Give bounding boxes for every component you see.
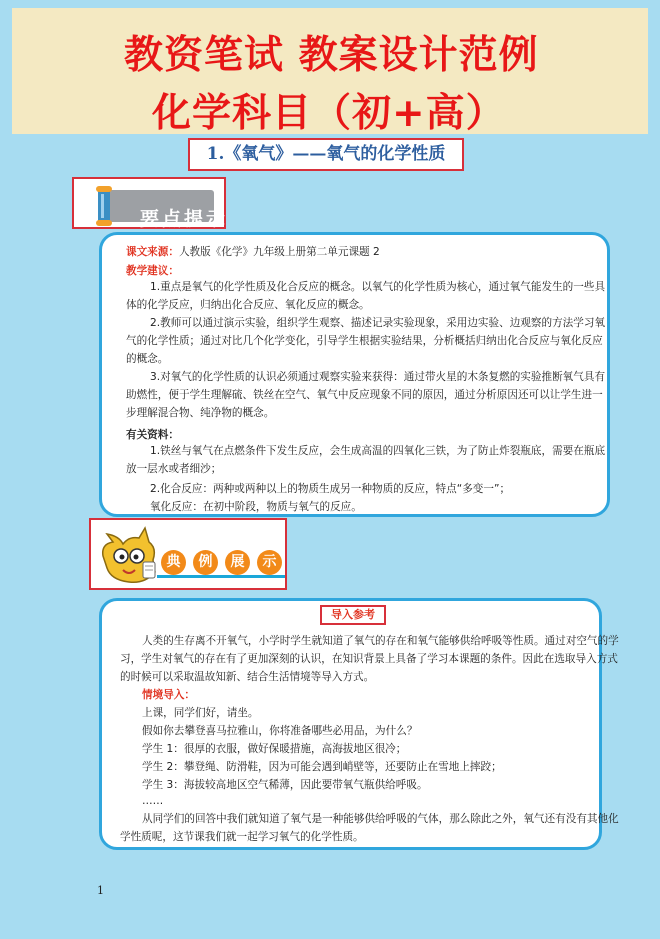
intro-heading: 导入参考 bbox=[320, 605, 386, 625]
examples-char: 展 bbox=[225, 550, 250, 575]
source-line bbox=[126, 244, 380, 259]
intro-paragraph-line: 人类的生存离不开氧气，小学时学生就知道了氧气的存在和氧气能够供给呼吸等性质。通过对空气的学 bbox=[142, 635, 619, 647]
reference-line: 2.化合反应：两种或两种以上的物质生成另一种物质的反应，特点“多变一”； bbox=[150, 483, 511, 495]
reference-label: 有关资料： bbox=[126, 429, 179, 441]
examples-char: 典 bbox=[161, 550, 186, 575]
reference-line: 放一层水或者细沙； bbox=[126, 463, 222, 475]
examples-char: 例 bbox=[193, 550, 218, 575]
intro-card bbox=[99, 598, 619, 850]
advice-line: 体的化学反应，归纳出化合反应、氧化反应的概念。 bbox=[126, 299, 370, 311]
banner-title-line1: 教资笔试 教案设计范例 bbox=[124, 33, 539, 78]
source-label: 课文来源： bbox=[126, 246, 179, 258]
advice-line: 1.重点是氧气的化学性质及化合反应的概念。以氧气的化学性质为核心，通过氧气能发生的一些具 bbox=[150, 281, 606, 293]
key-points-badge bbox=[72, 177, 229, 230]
examples-badge bbox=[89, 518, 287, 590]
reference-line: 氧化反应：在初中阶段，物质与氧气的反应。 bbox=[150, 501, 362, 513]
reference-line: 1.铁丝与氧气在点燃条件下发生反应，会生成高温的四氧化三铁，为了防止炸裂瓶底，需要在瓶底 bbox=[150, 445, 606, 457]
mascot-icon bbox=[99, 522, 161, 588]
scene-line: 学生 2：攀登绳、防滑鞋，因为可能会遇到峭壁等，还要防止在雪地上摔跤； bbox=[142, 761, 502, 773]
examples-label bbox=[161, 550, 282, 575]
scene-line: 学性质呢，这节课我们就一起学习氧气的化学性质。 bbox=[120, 831, 364, 843]
advice-line: 2.教师可以通过演示实验，组织学生观察、描述记录实验现象，采用边实验、边观察的方法学习氧 bbox=[150, 317, 606, 329]
advice-label: 教学建议： bbox=[126, 265, 179, 277]
advice-line: 3.对氧气的化学性质的认识必须通过观察实验来获得：通过带火星的木条复燃的实验推断氧气具有 bbox=[150, 371, 606, 383]
advice-line: 气的化学性质；通过对比几个化学变化，引导学生根据实验结果，分析概括归纳出化合反应与氧化反应 bbox=[126, 335, 603, 347]
intro-paragraph-line: 的时候可以采取温故知新、结合生活情境等导入方式。 bbox=[120, 671, 375, 683]
scene-line: 学生 3：海拔较高地区空气稀薄，因此要带氧气瓶供给呼吸。 bbox=[142, 779, 428, 791]
source-text: 人教版《化学》九年级上册第二单元课题 2 bbox=[178, 246, 380, 258]
advice-line: 助燃性，便于学生理解硫、铁丝在空气、氧气中反应现象不同的原因，通过分析原因还可以让学生进一 bbox=[126, 389, 603, 401]
scene-label: 情境导入： bbox=[142, 689, 195, 701]
examples-char: 示 bbox=[257, 550, 282, 575]
scene-line: 假如你去攀登喜马拉雅山，你将准备哪些必用品，为什么？ bbox=[142, 725, 418, 737]
advice-line: 步理解混合物、纯净物的概念。 bbox=[126, 407, 275, 419]
intro-paragraph-line: 习，学生对氧气的存在有了更加深刻的认识，在知识背景上具备了学习本课题的条件。因此在选取导入方式 bbox=[120, 653, 618, 665]
banner-title-line2: 化学科目（初+高） bbox=[152, 91, 506, 136]
scene-line: 从同学们的回答中我们就知道了氧气是一种能够供给呼吸的气体，那么除此之外，氧气还有没有其他化 bbox=[142, 813, 619, 825]
advice-line: 的概念。 bbox=[126, 353, 169, 365]
examples-underline bbox=[157, 575, 285, 578]
lesson-title: 1.《氧气》——氧气的化学性质 bbox=[188, 138, 464, 171]
page-number: 1 bbox=[97, 884, 104, 897]
key-points-label: 要点提示 bbox=[140, 208, 229, 230]
key-points-card bbox=[99, 232, 610, 517]
title-banner bbox=[12, 8, 648, 134]
scene-line: 上课，同学们好，请坐。 bbox=[142, 707, 259, 719]
scene-line: …… bbox=[142, 795, 164, 807]
scroll-icon bbox=[95, 186, 113, 226]
scene-line: 学生 1：很厚的衣服，做好保暖措施，高海拔地区很冷； bbox=[142, 743, 407, 755]
key-points-label-bg bbox=[102, 190, 229, 230]
